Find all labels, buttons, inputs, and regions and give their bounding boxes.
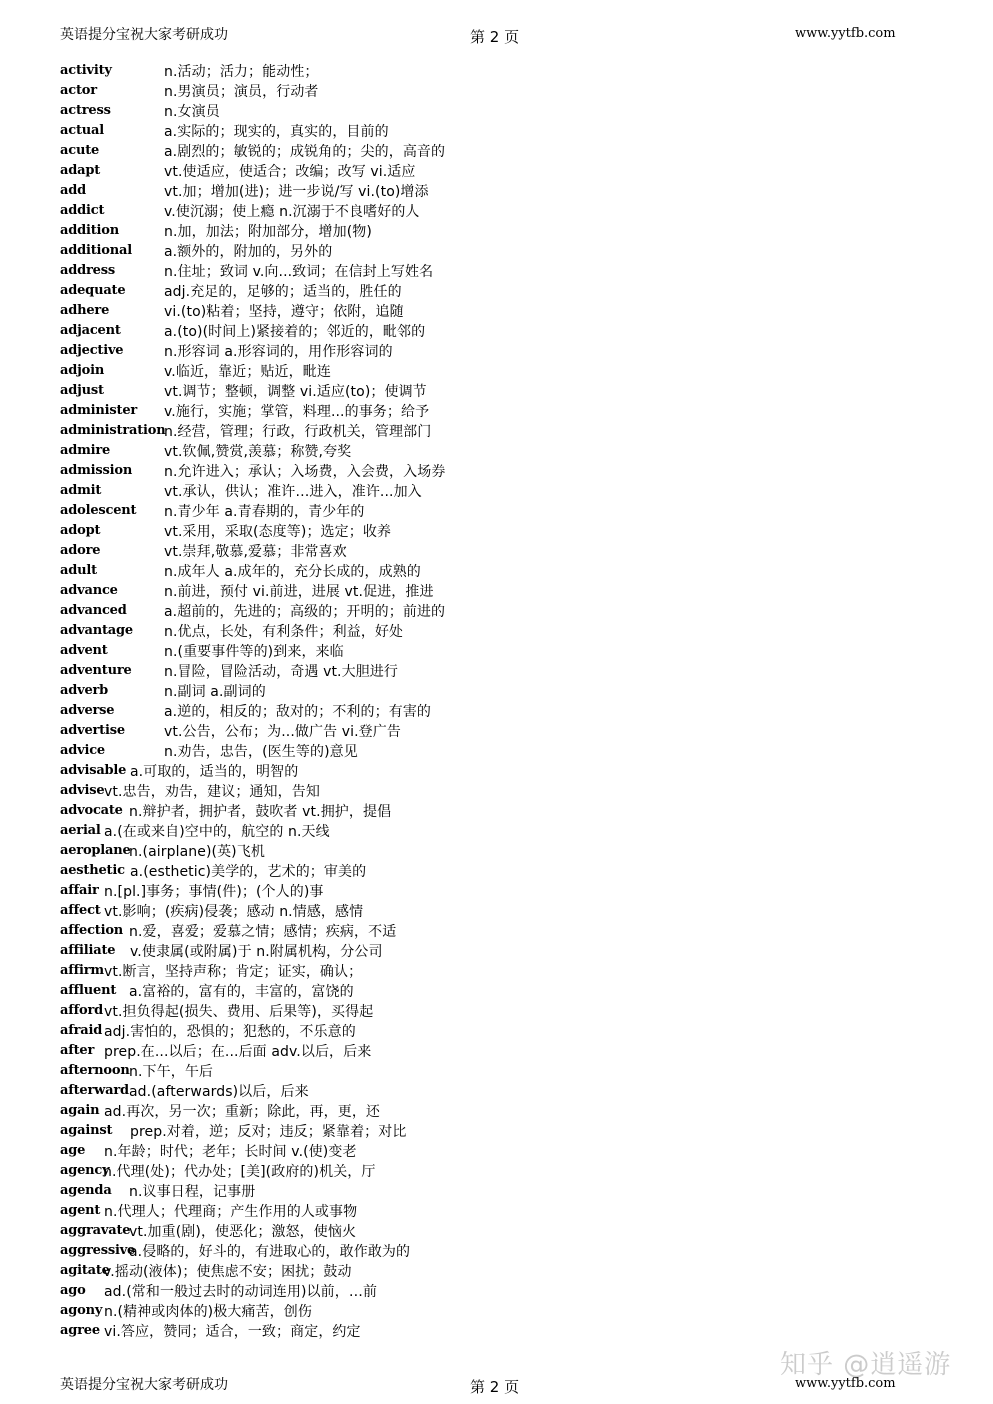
vocab-word: advanced — [60, 603, 127, 618]
vocab-word: again — [60, 1103, 100, 1118]
vocab-definition: prep.对着，逆；反对；违反；紧靠着；对比 — [130, 1124, 407, 1140]
vocab-word: advisable — [60, 763, 127, 778]
vocab-word: adjust — [60, 383, 104, 398]
vocab-entry — [0, 740, 993, 760]
vocab-definition: a.逆的，相反的；敌对的；不利的；有害的 — [164, 704, 432, 720]
vocab-definition: a.富裕的，富有的，丰富的，富饶的 — [129, 984, 354, 1000]
vocab-entry — [0, 160, 993, 180]
vocab-word: adjacent — [60, 323, 121, 338]
vocab-definition: n.代理(处)；代办处；[美](政府的)机关，厅 — [103, 1164, 376, 1180]
vocab-definition: prep.在...以后；在...后面 adv.以后，后来 — [104, 1044, 372, 1060]
vocab-word: adolescent — [60, 503, 137, 518]
vocab-definition: ad.(常和一般过去时的动词连用)以前，…前 — [104, 1284, 378, 1300]
vocab-definition: n.形容词 a.形容词的，用作形容词的 — [164, 344, 393, 360]
vocab-definition: adj.充足的，足够的；适当的，胜任的 — [164, 284, 402, 300]
vocab-word: adventure — [60, 663, 132, 678]
vocab-word: addict — [60, 203, 105, 218]
vocab-entry — [0, 940, 993, 960]
vocab-definition: a.额外的，附加的，另外的 — [164, 244, 333, 260]
vocab-entry — [0, 340, 993, 360]
vocab-word: advise — [60, 783, 105, 798]
vocab-definition: n.青少年 a.青春期的，青少年的 — [164, 504, 365, 520]
vocab-definition: n.活动；活力；能动性； — [164, 64, 319, 80]
vocab-word: after — [60, 1043, 95, 1058]
vocab-word: adverse — [60, 703, 115, 718]
vocab-entry — [0, 920, 993, 940]
vocab-word: agenda — [60, 1183, 112, 1198]
vocab-entry — [0, 900, 993, 920]
vocab-entry — [0, 280, 993, 300]
zhihu-watermark: 知乎 @逍遥游 — [780, 1350, 952, 1380]
vocab-entry — [0, 1220, 993, 1240]
vocab-definition: n.[pl.]事务；事情(件)；(个人的)事 — [104, 884, 324, 900]
vocab-definition: a.可取的，适当的，明智的 — [130, 764, 299, 780]
footer-title: 英语提分宝祝大家考研成功 — [60, 1377, 228, 1393]
vocab-entry — [0, 480, 993, 500]
vocab-word: aggravate — [60, 1223, 131, 1238]
vocab-entry — [0, 140, 993, 160]
vocab-definition: a.(to)(时间上)紧接着的；邻近的，毗邻的 — [164, 324, 426, 340]
vocab-definition: vt.断言，坚持声称；肯定；证实，确认； — [104, 964, 363, 980]
vocab-word: acute — [60, 143, 100, 158]
vocab-word: adjective — [60, 343, 124, 358]
vocab-definition: a.(在或来自)空中的，航空的 n.天线 — [104, 824, 330, 840]
vocab-definition: vt.承认，供认；准许…进入，准许...加入 — [164, 484, 422, 500]
vocab-entry — [0, 1000, 993, 1020]
vocab-entry — [0, 640, 993, 660]
vocab-word: actress — [60, 103, 111, 118]
page-footer — [0, 1374, 993, 1396]
page-header — [0, 24, 993, 46]
vocab-definition: vt.影响；(疾病)侵袭；感动 n.情感，感情 — [104, 904, 364, 920]
vocab-definition: a.超前的，先进的；高级的；开明的；前进的 — [164, 604, 446, 620]
vocab-word: aesthetic — [60, 863, 125, 878]
vocab-word: agony — [60, 1303, 103, 1318]
vocab-entry — [0, 1240, 993, 1260]
vocab-word: advice — [60, 743, 105, 758]
vocab-definition: n.副词 a.副词的 — [164, 684, 266, 700]
vocab-word: afterward — [60, 1083, 129, 1098]
vocab-word: against — [60, 1123, 113, 1138]
vocab-word: aggressive — [60, 1243, 136, 1258]
vocab-entry — [0, 960, 993, 980]
vocab-word: adhere — [60, 303, 110, 318]
vocab-entry — [0, 1280, 993, 1300]
vocab-entry — [0, 1200, 993, 1220]
vocab-definition: ad.(afterwards)以后，后来 — [129, 1084, 309, 1100]
vocab-definition: vi.(to)粘着；坚持，遵守；依附，追随 — [164, 304, 404, 320]
vocab-entry — [0, 1040, 993, 1060]
vocab-definition: n.加，加法；附加部分，增加(物) — [164, 224, 372, 240]
vocab-definition: n.劝告，忠告，(医生等的)意见 — [164, 744, 358, 760]
vocab-definition: vt.担负得起(损失、费用、后果等)，买得起 — [104, 1004, 374, 1020]
vocab-entry — [0, 100, 993, 120]
vocab-definition: vt.公告，公布；为...做广告 vi.登广告 — [164, 724, 401, 740]
vocab-definition: vi.答应，赞同；适合，一致；商定，约定 — [104, 1324, 361, 1340]
vocab-definition: n.爱，喜爱；爱慕之情；感情；疾病，不适 — [129, 924, 397, 940]
vocab-word: administer — [60, 403, 138, 418]
vocab-word: affiliate — [60, 943, 116, 958]
vocab-word: aeroplane — [60, 843, 131, 858]
vocab-entry — [0, 220, 993, 240]
vocab-definition: n.辩护者，拥护者，鼓吹者 vt.拥护，提倡 — [129, 804, 392, 820]
vocab-entry — [0, 660, 993, 680]
vocab-definition: n.下午，午后 — [129, 1064, 214, 1080]
vocab-definition: vt.忠告，劝告，建议；通知，告知 — [104, 784, 320, 800]
vocab-definition: vt.崇拜,敬慕,爱慕；非常喜欢 — [164, 544, 347, 560]
vocab-word: actual — [60, 123, 104, 138]
vocab-word: address — [60, 263, 115, 278]
vocab-word: adequate — [60, 283, 126, 298]
vocab-word: actor — [60, 83, 97, 98]
vocab-entry — [0, 180, 993, 200]
vocab-entry — [0, 440, 993, 460]
vocab-word: affirm — [60, 963, 104, 978]
vocab-word: adore — [60, 543, 101, 558]
vocab-word: adopt — [60, 523, 101, 538]
vocab-definition: vt.使适应，使适合；改编；改写 vi.适应 — [164, 164, 416, 180]
vocab-definition: a.(esthetic)美学的，艺术的；审美的 — [130, 864, 367, 880]
header-title: 英语提分宝祝大家考研成功 — [60, 27, 228, 43]
vocab-entry — [0, 120, 993, 140]
vocab-definition: ad.再次，另一次；重新；除此，再，更，还 — [104, 1104, 381, 1120]
vocab-entry — [0, 800, 993, 820]
vocab-word: aerial — [60, 823, 101, 838]
vocab-definition: n.前进，预付 vi.前进，进展 vt.促进，推进 — [164, 584, 434, 600]
vocab-definition: adj.害怕的，恐惧的；犯愁的，不乐意的 — [104, 1024, 356, 1040]
vocab-entry — [0, 1060, 993, 1080]
vocab-word: add — [60, 183, 87, 198]
vocab-word: agent — [60, 1203, 101, 1218]
vocab-word: addition — [60, 223, 120, 238]
vocab-entry — [0, 1320, 993, 1340]
vocab-entry — [0, 1120, 993, 1140]
footer-website: www.yytfb.com — [795, 1376, 896, 1391]
vocab-definition: v.使隶属(或附属)于 n.附属机构，分公司 — [130, 944, 383, 960]
vocab-word: agree — [60, 1323, 100, 1338]
vocab-entry — [0, 840, 993, 860]
vocab-entry — [0, 980, 993, 1000]
vocab-word: agency — [60, 1163, 110, 1178]
vocab-entry — [0, 680, 993, 700]
vocab-entry — [0, 80, 993, 100]
vocab-entry — [0, 820, 993, 840]
vocab-definition: vt.钦佩,赞赏,羡慕；称赞,夸奖 — [164, 444, 352, 460]
vocab-entry — [0, 860, 993, 880]
vocab-entry — [0, 360, 993, 380]
vocab-definition: n.优点，长处，有利条件；利益，好处 — [164, 624, 404, 640]
vocab-word: ago — [60, 1283, 86, 1298]
vocab-definition: v.施行，实施；掌管，料理...的事务；给予 — [164, 404, 430, 420]
vocab-word: afraid — [60, 1023, 103, 1038]
vocab-definition: v.摇动(液体)；使焦虑不安；困扰；鼓动 — [103, 1264, 352, 1280]
vocab-word: advance — [60, 583, 118, 598]
vocab-entry — [0, 1080, 993, 1100]
vocab-definition: n.成年人 a.成年的，充分长成的，成熟的 — [164, 564, 421, 580]
vocab-entry — [0, 880, 993, 900]
vocab-word: age — [60, 1143, 86, 1158]
vocab-definition: a.剧烈的；敏锐的；成锐角的；尖的，高音的 — [164, 144, 446, 160]
vocab-definition: n.女演员 — [164, 104, 220, 120]
vocab-definition: vt.加；增加(进)；进一步说/写 vi.(to)增添 — [164, 184, 429, 200]
vocab-entry — [0, 560, 993, 580]
vocab-definition: v.临近，靠近；贴近，毗连 — [164, 364, 331, 380]
vocab-word: afternoon — [60, 1063, 130, 1078]
vocab-word: administration — [60, 423, 166, 438]
vocab-entry — [0, 260, 993, 280]
vocab-definition: vt.采用，采取(态度等)；选定；收养 — [164, 524, 392, 540]
vocab-definition: n.代理人；代理商；产生作用的人或事物 — [104, 1204, 358, 1220]
vocab-definition: n.(重要事件等的)到来，来临 — [164, 644, 344, 660]
vocab-word: adverb — [60, 683, 109, 698]
vocab-entry — [0, 700, 993, 720]
vocab-word: adjoin — [60, 363, 105, 378]
vocab-entry — [0, 720, 993, 740]
vocab-entry — [0, 600, 993, 620]
vocab-word: afford — [60, 1003, 104, 1018]
vocab-entry — [0, 780, 993, 800]
vocab-word: advocate — [60, 803, 123, 818]
vocab-entry — [0, 200, 993, 220]
vocab-word: adult — [60, 563, 97, 578]
header-page-number: 第 2 页 — [470, 28, 520, 46]
vocab-word: affection — [60, 923, 124, 938]
vocab-word: advent — [60, 643, 108, 658]
vocab-entry — [0, 500, 993, 520]
header-website: www.yytfb.com — [795, 26, 896, 41]
vocab-definition: n.年龄；时代；老年；长时间 v.(使)变老 — [104, 1144, 357, 1160]
vocab-entry — [0, 760, 993, 780]
vocab-entry — [0, 1260, 993, 1280]
vocab-entry — [0, 1020, 993, 1040]
vocab-entry — [0, 540, 993, 560]
vocab-definition: n.(精神或肉体的)极大痛苦，创伤 — [104, 1304, 312, 1320]
vocab-definition: a.侵略的，好斗的，有进取心的，敢作敢为的 — [129, 1244, 411, 1260]
vocab-definition: n.男演员；演员，行动者 — [164, 84, 319, 100]
vocab-definition: n.议事日程，记事册 — [129, 1184, 256, 1200]
vocab-entry — [0, 240, 993, 260]
vocab-entry — [0, 60, 993, 80]
vocab-definition: n.冒险，冒险活动，奇遇 vt.大胆进行 — [164, 664, 398, 680]
vocab-definition: v.使沉溺；使上瘾 n.沉溺于不良嗜好的人 — [164, 204, 420, 220]
vocab-entry — [0, 460, 993, 480]
footer-page-number: 第 2 页 — [470, 1378, 520, 1396]
vocab-entry — [0, 1300, 993, 1320]
vocab-definition: vt.加重(剧)，使恶化；激怒，使恼火 — [129, 1224, 357, 1240]
vocab-word: affair — [60, 883, 99, 898]
vocab-entry — [0, 1100, 993, 1120]
vocab-definition: vt.调节；整顿，调整 vi.适应(to)；使调节 — [164, 384, 427, 400]
vocab-entry — [0, 620, 993, 640]
vocab-entry — [0, 380, 993, 400]
vocab-entry — [0, 420, 993, 440]
vocab-entry — [0, 1140, 993, 1160]
vocab-entry — [0, 320, 993, 340]
vocab-word: advertise — [60, 723, 125, 738]
vocab-definition: n.经营，管理；行政，行政机关，管理部门 — [164, 424, 432, 440]
vocab-word: admit — [60, 483, 102, 498]
vocab-entry — [0, 400, 993, 420]
vocab-word: additional — [60, 243, 132, 258]
vocab-word: adapt — [60, 163, 101, 178]
vocab-entry — [0, 1180, 993, 1200]
vocab-definition: n.允许进入；承认；入场费，入会费，入场券 — [164, 464, 446, 480]
vocab-word: affluent — [60, 983, 117, 998]
vocab-entry — [0, 580, 993, 600]
vocab-word: activity — [60, 63, 112, 78]
vocab-word: agitate — [60, 1263, 110, 1278]
vocab-definition: a.实际的；现实的，真实的，目前的 — [164, 124, 389, 140]
vocab-word: advantage — [60, 623, 133, 638]
vocab-word: affect — [60, 903, 101, 918]
vocab-word: admission — [60, 463, 133, 478]
vocab-entry — [0, 520, 993, 540]
vocab-definition: n.住址；致词 v.向...致词；在信封上写姓名 — [164, 264, 434, 280]
vocab-entry — [0, 1160, 993, 1180]
vocab-definition: n.(airplane)(英)飞机 — [129, 844, 265, 860]
vocab-entry — [0, 300, 993, 320]
vocab-word: admire — [60, 443, 111, 458]
